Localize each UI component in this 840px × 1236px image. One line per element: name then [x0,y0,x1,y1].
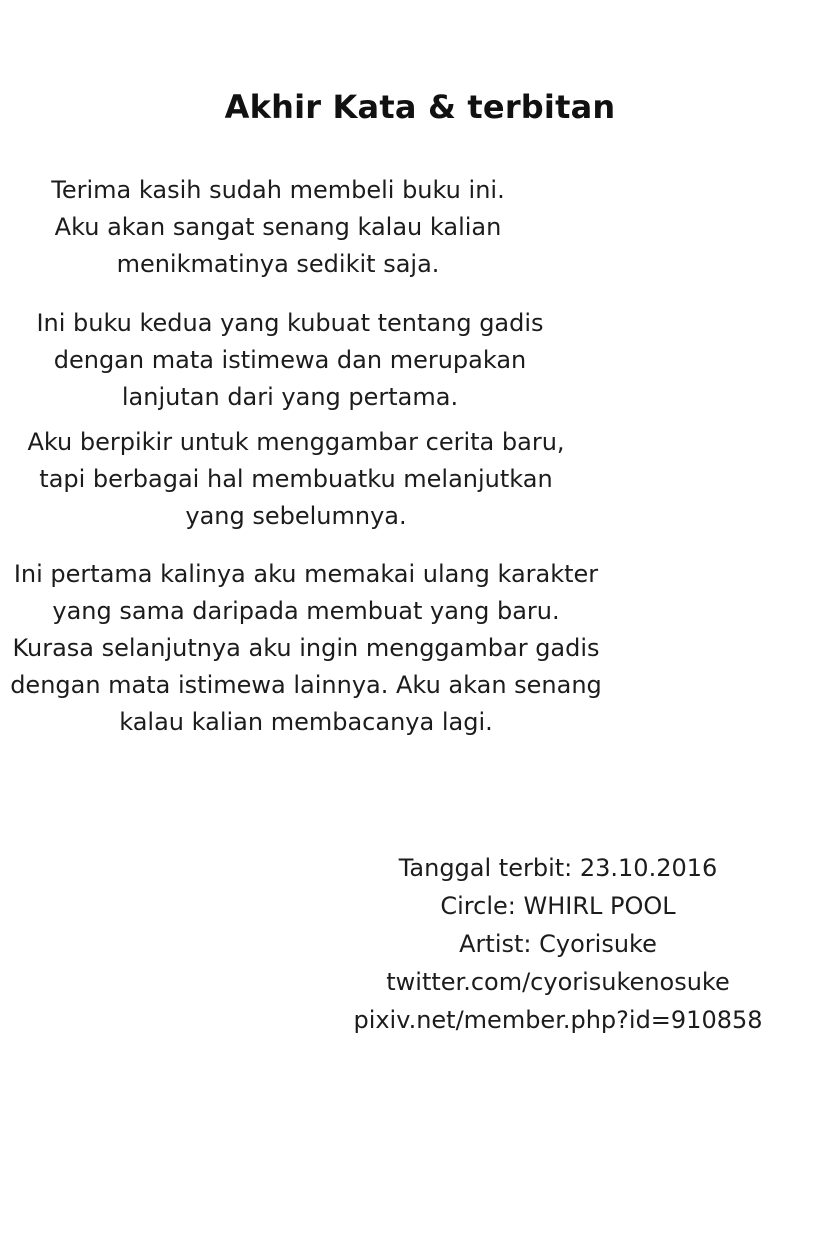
paragraph-line: Kurasa selanjutnya aku ingin menggambar gadis [12,634,600,662]
paragraph-line: menikmatinya sedikit saja. [116,250,440,278]
paragraph-line: yang sebelumnya. [185,502,407,530]
paragraph-line: Terima kasih sudah membeli buku ini. [51,176,505,204]
page-title: Akhir Kata & terbitan [224,88,616,126]
paragraph-line: yang sama daripada membuat yang baru. [52,597,560,625]
paragraph-line: tapi berbagai hal membuatku melanjutkan [39,465,553,493]
circle-name: Circle: WHIRL POOL [440,892,676,920]
artist-name: Artist: Cyorisuke [459,930,657,958]
paragraph-line: lanjutan dari yang pertama. [121,383,459,411]
paragraph-line: kalau kalian membacanya lagi. [119,708,493,736]
paragraph-line: Ini buku kedua yang kubuat tentang gadis [36,309,544,337]
paragraph-thanks [0,172,588,283]
twitter-link: twitter.com/cyorisukenosuke [386,968,730,996]
pixiv-link: pixiv.net/member.php?id=910858 [353,1006,763,1034]
paragraph-line: dengan mata istimewa lainnya. Aku akan senang [10,671,602,699]
paragraph-line: Aku akan sangat senang kalau kalian [54,213,502,241]
paragraph-characters [0,556,616,741]
paragraph-line: dengan mata istimewa dan merupakan [53,346,527,374]
paragraph-new-story [0,424,606,535]
paragraph-line: Aku berpikir untuk menggambar cerita baru, [27,428,565,456]
colophon [348,849,768,1039]
paragraph-second-book [0,305,600,416]
publish-date: Tanggal terbit: 23.10.2016 [398,854,718,882]
paragraph-line: Ini pertama kalinya aku memakai ulang karakter [13,560,599,588]
